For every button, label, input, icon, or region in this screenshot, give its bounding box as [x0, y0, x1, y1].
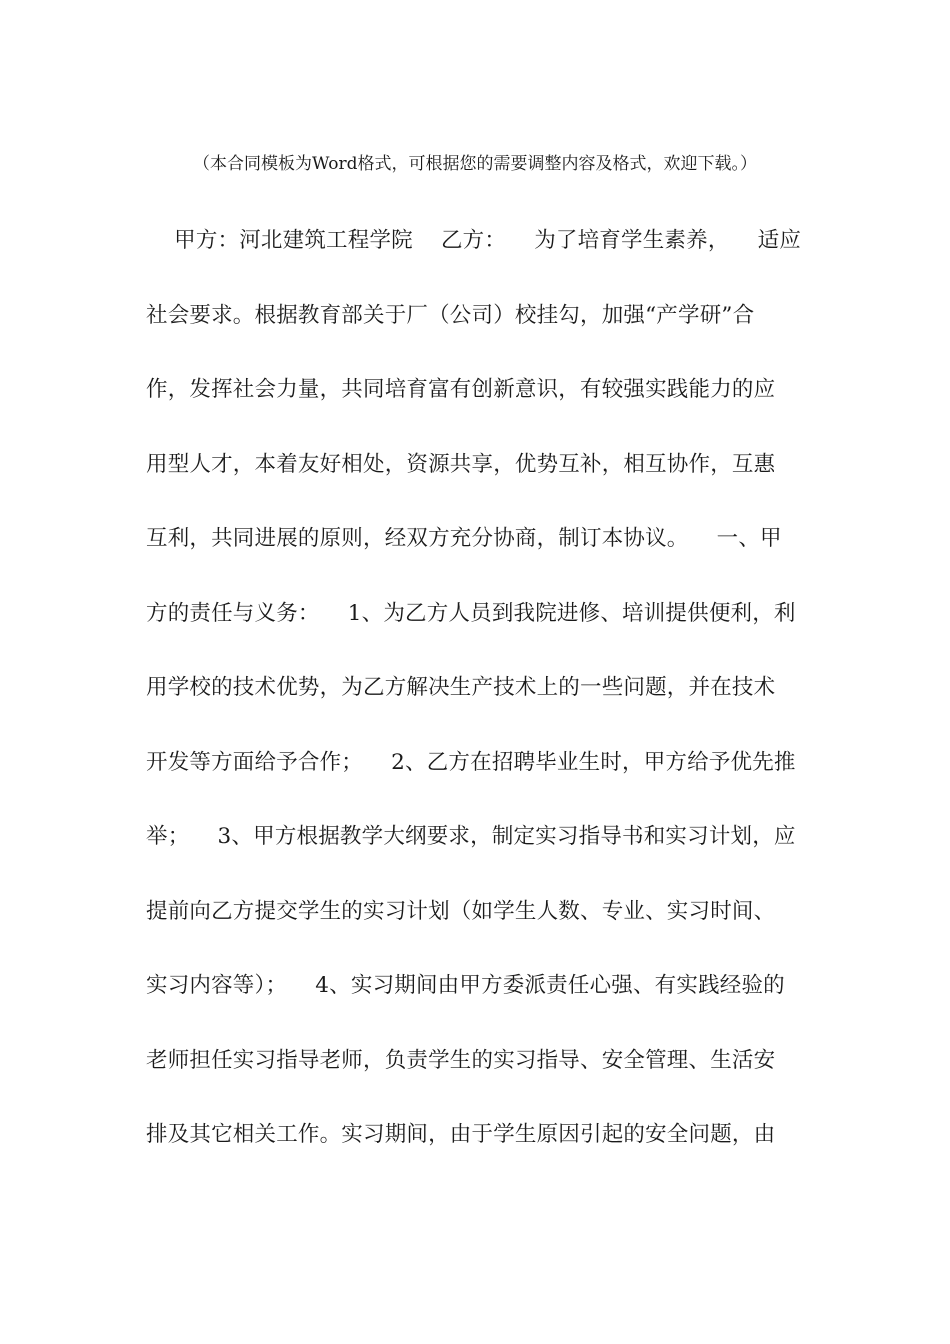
agreement-body — [146, 218, 806, 1187]
body-line-5: 互利，共同进展的原则，经双方充分协商，制订本协议。 一、甲 — [146, 526, 782, 551]
body-line-7: 用学校的技术优势，为乙方解决生产技术上的一些问题，并在技术 — [146, 675, 776, 700]
body-line-4: 用型人才，本着友好相处，资源共享，优势互补，相互协作，互惠 — [146, 451, 776, 477]
body-line-10: 提前向乙方提交学生的实习计划（如学生人数、专业、实习时间、 — [146, 898, 776, 924]
template-note: （本合同模板为Word格式，可根据您的需要调整内容及格式，欢迎下载。） — [192, 154, 758, 174]
body-line-9: 举； 3、甲方根据教学大纲要求，制定实习指导书和实习计划，应 — [146, 824, 796, 849]
body-line-2: 社会要求。根据教育部关于厂（公司）校挂勾，加强“产学研”合 — [146, 302, 755, 328]
body-line-8: 开发等方面给予合作； 2、乙方在招聘毕业生时，甲方给予优先推 — [146, 749, 796, 775]
body-line-11: 实习内容等）； 4、实习期间由甲方委派责任心强、有实践经验的 — [146, 973, 785, 998]
body-line-6: 方的责任与义务： 1、为乙方人员到我院进修、培训提供便利，利 — [146, 600, 796, 626]
body-line-3: 作，发挥社会力量，共同培育富有创新意识，有较强实践能力的应 — [146, 377, 776, 402]
body-line-12: 老师担任实习指导老师，负责学生的实习指导、安全管理、生活安 — [146, 1047, 776, 1073]
body-line-1: 甲方：河北建筑工程学院 乙方： 为了培育学生素养， 适应 — [146, 228, 802, 253]
body-line-13: 排及其它相关工作。实习期间，由于学生原因引起的安全问题，由 — [146, 1122, 776, 1147]
